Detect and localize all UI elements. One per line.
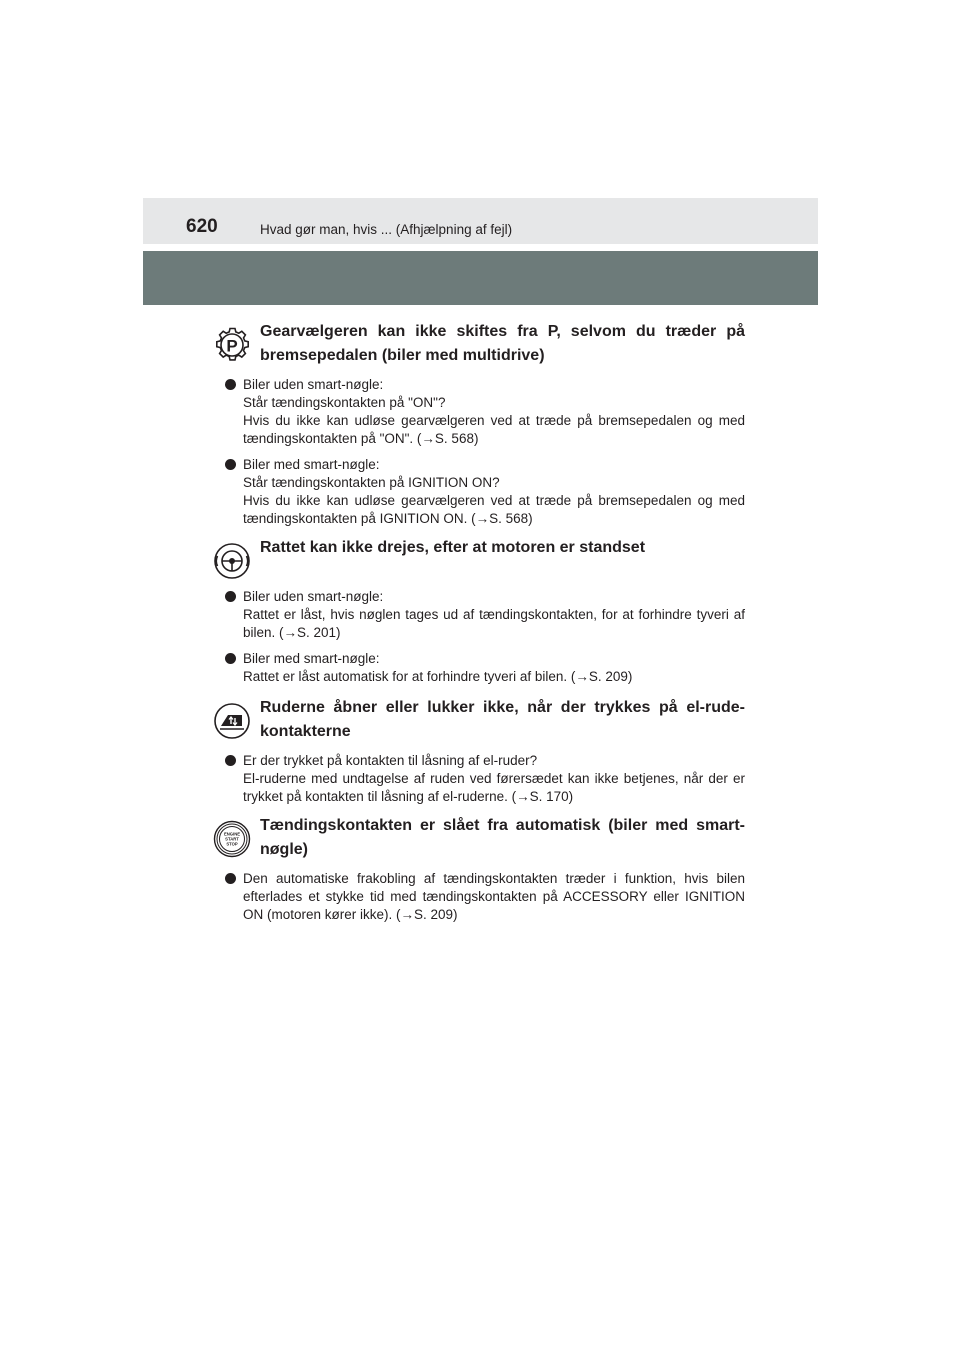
engine-label: ENGINE	[223, 831, 241, 837]
list-item-text	[243, 376, 745, 448]
section-heading	[213, 696, 745, 744]
engine-start-stop-icon	[213, 820, 251, 858]
list-item	[213, 870, 745, 924]
item-line: El-ruderne med undtagelse af ruden ved førersædet kan ikke betjenes, når der er trykket på kontakten til låsning af el-ruderne. (→S. 170)	[243, 771, 745, 804]
list-item	[213, 376, 745, 448]
item-line: Hvis du ikke kan udløse gearvælgeren ved at træde på bremsepedalen og med tændingskontakten på IGNITION ON. (→S. 568)	[243, 493, 745, 526]
bullet-icon	[225, 591, 236, 602]
list-item-text	[243, 588, 745, 642]
bullet-icon	[225, 755, 236, 766]
section-ignition-switch	[213, 814, 745, 924]
start-label: START	[225, 836, 239, 842]
section-heading	[213, 814, 745, 862]
item-line: Den automatiske frakobling af tændingskontakten træder i funktion, hvis bilen efterlades et stykke tid med tændingskontakten på ACCESSORY eller IGNITION ON (motoren kører ikke). (→S. 209)	[243, 871, 745, 922]
section-title: Rattet kan ikke drejes, efter at motoren er standset	[260, 539, 646, 556]
section-band	[143, 251, 818, 305]
svg-text:P: P	[226, 336, 238, 356]
bullet-icon	[225, 873, 236, 884]
item-line: Er der trykket på kontakten til låsning af el-ruder?	[243, 753, 538, 768]
list-item	[213, 650, 745, 686]
steering-lock-icon	[213, 542, 251, 580]
list-item-text	[243, 650, 745, 686]
section-title: Gearvælgeren kan ikke skiftes fra P, selvom du træder på bremsepedalen (biler med multidrive)	[260, 323, 745, 364]
section-heading	[213, 536, 745, 580]
section-title: Tændingskontakten er slået fra automatisk (biler med smart-nøgle)	[260, 817, 745, 858]
bullet-icon	[225, 653, 236, 664]
power-window-icon	[213, 702, 251, 740]
section-heading	[213, 320, 745, 368]
shift-lock-p-icon	[213, 326, 251, 364]
page-number: 620	[186, 216, 218, 237]
list-item-text	[243, 456, 745, 528]
item-line: Rattet er låst, hvis nøglen tages ud af tændingskontakten, for at forhindre tyveri af bilen. (→S. 201)	[243, 607, 745, 640]
section-power-windows	[213, 696, 745, 806]
page-content	[213, 320, 745, 932]
list-item-text	[243, 870, 745, 924]
section-shift-lever	[213, 320, 745, 528]
list-item	[213, 752, 745, 806]
item-line: Biler med smart-nøgle:	[243, 457, 380, 472]
section-title: Ruderne åbner eller lukker ikke, når der trykkes på el-rude-kontakterne	[260, 699, 745, 740]
item-line: Biler uden smart-nøgle:	[243, 589, 384, 604]
list-item-text	[243, 752, 745, 806]
chapter-title: Hvad gør man, hvis ... (Afhjælpning af fejl)	[260, 222, 513, 237]
item-line: Står tændingskontakten på "ON"?	[243, 395, 446, 410]
bullet-icon	[225, 459, 236, 470]
list-item	[213, 588, 745, 642]
stop-label: STOP	[226, 841, 238, 847]
section-steering-wheel	[213, 536, 745, 686]
bullet-icon	[225, 379, 236, 390]
item-line: Rattet er låst automatisk for at forhindre tyveri af bilen. (→S. 209)	[243, 669, 633, 684]
item-line: Står tændingskontakten på IGNITION ON?	[243, 475, 500, 490]
item-line: Biler uden smart-nøgle:	[243, 377, 384, 392]
list-item	[213, 456, 745, 528]
item-line: Biler med smart-nøgle:	[243, 651, 380, 666]
item-line: Hvis du ikke kan udløse gearvælgeren ved at træde på bremsepedalen og med tændingskontakten på "ON". (→S. 568)	[243, 413, 745, 446]
